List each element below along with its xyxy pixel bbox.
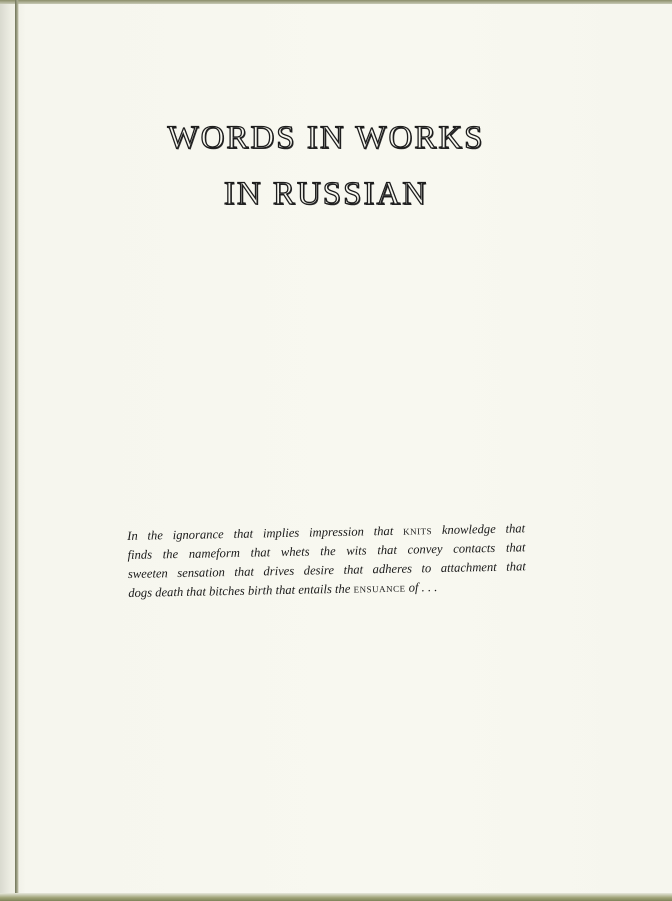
passage-line-2: finds the nameform that whets the wits that convey contacts that <box>127 540 526 562</box>
binding-gutter <box>15 0 19 901</box>
page-title <box>120 110 532 222</box>
epigraph-passage <box>127 519 526 603</box>
passage-text: of . . . <box>408 580 438 595</box>
passage-text: knowledge that <box>441 521 526 537</box>
small-caps-word: ensuance <box>353 580 406 596</box>
passage-text: In the ignorance that implies impression that <box>127 523 394 543</box>
page-top-edge <box>0 0 672 4</box>
title-line-1: WORDS IN WORKS <box>167 120 485 156</box>
passage-text: dogs death that bitches birth that entails the <box>128 581 351 600</box>
small-caps-word: knits <box>402 523 433 538</box>
title-line-2: IN RUSSIAN <box>223 176 429 212</box>
passage-line-3: sweeten sensation that drives desire that adheres to attachment that <box>127 559 526 581</box>
page-bottom-edge <box>0 893 672 901</box>
